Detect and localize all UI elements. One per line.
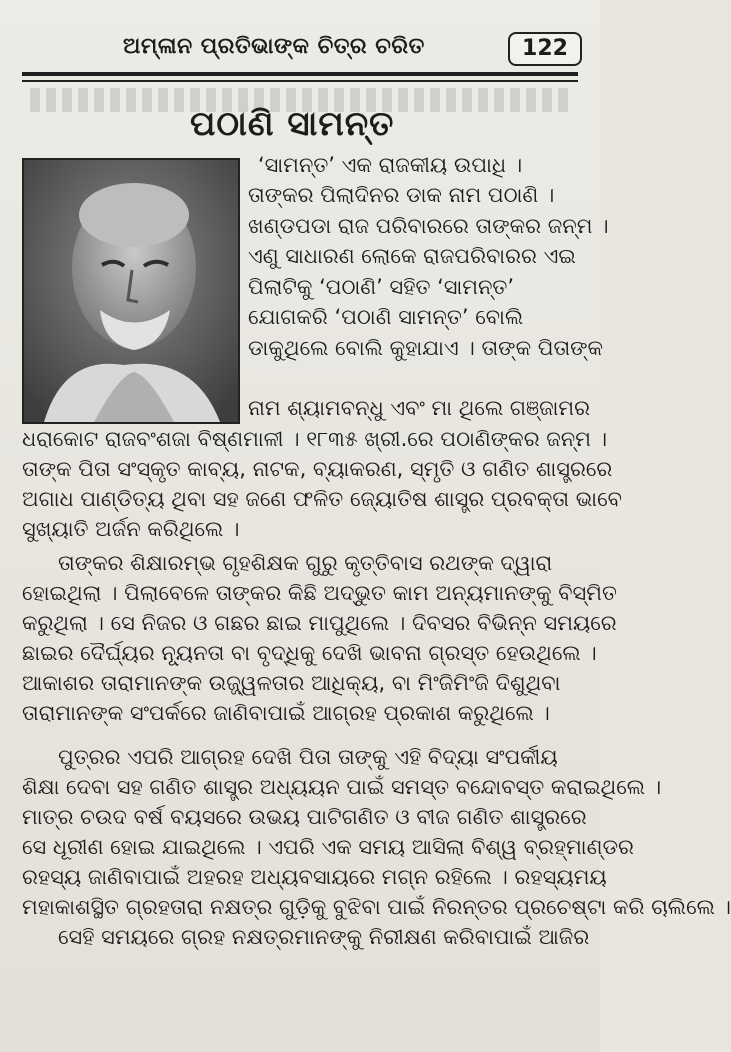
text-line: ନାମ ଶ୍ୟାମବନ୍ଧୁ ଏବଂ ମା ଥିଲେ ଗଞ୍ଜାମର [248,396,591,420]
header-rule-thin [22,80,578,82]
text-line: ପିଲାଟିକୁ ‘ପଠାଣି’ ସହିତ ‘ସାମନ୍ତ’ [248,275,515,299]
text-line: ସେହି ସମୟରେ ଗ୍ରହ ନକ୍ଷତ୍ରମାନଙ୍କୁ ନିରୀକ୍ଷଣ କରିବାପାଇଁ ଆଜିର [58,925,590,949]
text-line: ରହସ୍ୟ ଜାଣିବାପାଇଁ ଅହରହ ଅଧ୍ୟବସାୟରେ ମଗ୍ନ ରହିଲେ । ରହସ୍ୟମୟ [22,865,607,889]
text-line: ଅଗାଧ ପାଣ୍ଡିତ୍ୟ ଥିବା ସହ ଜଣେ ଫଳିତ ଜ୍ୟୋତିଷ ଶାସ୍ତ୍ର ପ୍ରବକ୍ତା ଭାବେ [22,487,622,511]
text-line: ତାଙ୍କର ଶିକ୍ଷାରମ୍ଭ ଗୃହଶିକ୍ଷକ ଗୁରୁ କୃତ୍ତିବାସ ରଥଙ୍କ ଦ୍ୱାରା [58,551,553,575]
text-line: ଖଣ୍ଡପଡା ରାଜ ପରିବାରରେ ତାଙ୍କର ଜନ୍ମ । [248,214,609,238]
text-line: ମହାକାଶସ୍ଥିତ ଗ୍ରହତାରା ନକ୍ଷତ୍ର ଗୁଡ଼ିକୁ ବୁଝିବା ପାଇଁ ନିରନ୍ତର ପ୍ରଚେଷ୍ଟା କରି ଚାଲିଲେ । [22,895,731,919]
text-line: ଶିକ୍ଷା ଦେବା ସହ ଗଣିତ ଶାସ୍ତ୍ର ଅଧ୍ୟୟନ ପାଇଁ ସମସ୍ତ ବନ୍ଦୋବସ୍ତ କରାଇଥିଲେ । [22,775,662,799]
text-line: ତାରାମାନଙ୍କ ସଂପର୍କରେ ଜାଣିବାପାଇଁ ଆଗ୍ରହ ପ୍ରକାଶ କରୁଥିଲେ । [22,701,550,725]
page-header [18,30,582,66]
text-line: ମାତ୍ର ଚଉଦ ବର୍ଷ ବୟସରେ ଉଭୟ ପାଟିଗଣିତ ଓ ବୀଜ ଗଣିତ ଶାସ୍ତ୍ରରେ [22,805,587,829]
text-line: ଯୋଗକରି ‘ପଠାଣି ସାମନ୍ତ’ ବୋଲି [248,305,524,329]
text-line: ଡାକୁଥିଲେ ବୋଲି କୁହାଯାଏ । ତାଙ୍କ ପିତାଙ୍କ [248,336,604,360]
page-number: 122 [508,32,582,66]
text-line: ଧରାକୋଟ ରାଜବଂଶଜା ବିଷ୍ଣମାଳୀ । ୧୮୩୫ ଖ୍ରୀ.ରେ ପଠାଣିଙ୍କର ଜନ୍ମ । [22,427,608,451]
portrait-photo [22,158,240,424]
text-line: ହୋଇଥିଲା । ପିଲାବେଳେ ତାଙ୍କର କିଛି ଅଦ୍ଭୁତ କାମ ଅନ୍ୟମାନଙ୍କୁ ବିସ୍ମିତ [22,581,617,605]
text-line: ଏଣୁ ସାଧାରଣ ଲୋକେ ରାଜପରିବାରର ଏଇ [248,244,576,268]
text-line: ‘ସାମନ୍ତ’ ଏକ ରାଜକୀୟ ଉପାଧି । [258,153,523,177]
chapter-title: ପଠାଣି ସାମନ୍ତ [190,104,395,144]
text-line: ପୁତ୍ରର ଏପରି ଆଗ୍ରହ ଦେଖି ପିତା ତାଙ୍କୁ ଏହି ବିଦ୍ୟା ସଂପର୍କୀୟ [58,745,558,769]
text-line: ଆକାଶର ତାରାମାନଙ୍କ ଉଜ୍ଜ୍ୱଳତାର ଆଧିକ୍ୟ, ବା ମିଂଜିମିଂଜି ଦିଶୁଥିବା [22,671,561,695]
text-line: ତାଙ୍କ ପିତା ସଂସ୍କୃତ କାବ୍ୟ, ନାଟକ, ବ୍ୟାକରଣ, ସ୍ମୃତି ଓ ଗଣିତ ଶାସ୍ତ୍ରରେ [22,457,613,481]
text-line: ସେ ଧୂରୀଣ ହୋଇ ଯାଇଥିଲେ । ଏପରି ଏକ ସମୟ ଆସିଲା ବିଶ୍ୱ ବ୍ରହ୍ମାଣ୍ଡର [22,835,634,859]
header-rule-thick [22,72,578,76]
running-title: ଅମ୍ଳାନ ପ୍ରତିଭାଙ୍କ ଚିତ୍ର ଚରିତ [123,34,425,59]
text-line: ଛାଇର ଦୈର୍ଘ୍ୟର ନ୍ୟୂନତା ବା ବୃଦ୍ଧିକୁ ଦେଖି ଭାବନା ଗ୍ରସ୍ତ ହେଉଥିଲେ । [22,641,597,665]
text-line: ତାଙ୍କର ପିଲାଦିନର ଡାକ ନାମ ପଠାଣି । [248,183,555,207]
text-line: ସୁଖ୍ୟାତି ଅର୍ଜନ କରିଥିଲେ । [22,517,240,541]
text-line: କରୁଥିଲା । ସେ ନିଜର ଓ ଗଛର ଛାଇ ମାପୁଥିଲେ । ଦିବସର ବିଭିନ୍ନ ସମୟରେ [22,611,617,635]
